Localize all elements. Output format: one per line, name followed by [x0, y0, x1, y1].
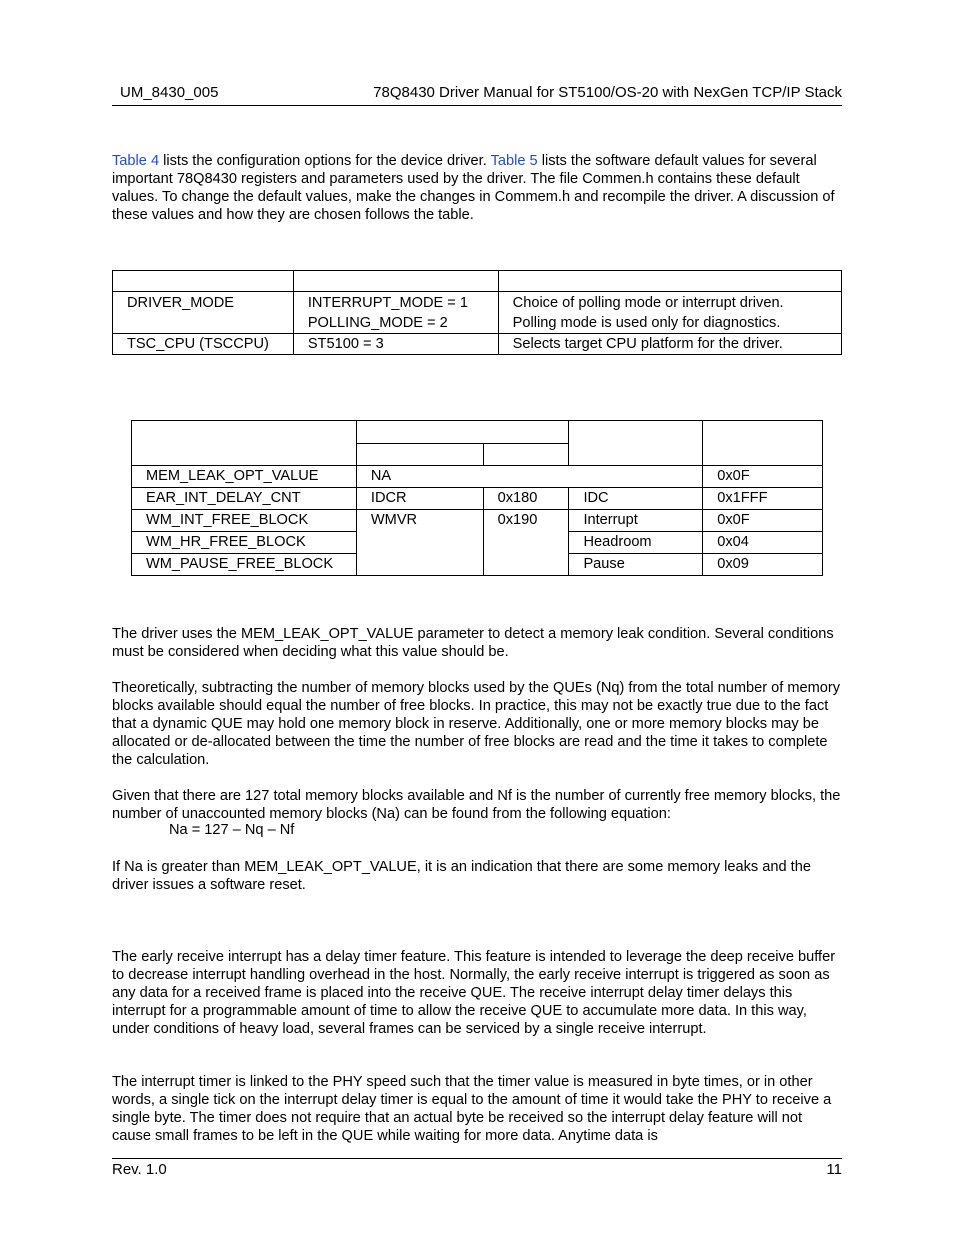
option-name: TSC_CPU (TSCCPU)	[113, 334, 294, 355]
field-name: Interrupt	[569, 510, 703, 532]
option-values	[293, 292, 498, 334]
paragraph-text: The early receive interrupt has a delay timer feature. This feature is intended to leverage the deep receive buffer to decrease interrupt handling overhead in the host. Normally, the early receive interrupt is triggered as soon as any data for a received frame is placed into the receive QUE. The receive interrupt delay timer delays this interrupt for a programmable amount of time to allow the receive QUE to accumulate more data. In this way, under conditions of heavy load, several frames can be serviced by a single receive interrupt.	[112, 949, 836, 1037]
table4-config-options	[112, 270, 842, 355]
param-name: WM_INT_FREE_BLOCK	[132, 510, 357, 532]
table-row	[132, 466, 823, 488]
default-value: 0x0F	[703, 466, 823, 488]
table-row	[113, 292, 842, 334]
paragraph-text: Given that there are 127 total memory blocks available and Nf is the number of currently free memory blocks, the number of unaccounted memory blocks (Na) can be found from the following equation:	[112, 788, 841, 822]
option-value: POLLING_MODE = 2	[307, 315, 448, 331]
header-rule	[112, 105, 842, 106]
option-description	[498, 334, 841, 355]
table-header-cell	[132, 421, 357, 466]
table4-link[interactable]: Table 4	[112, 153, 160, 169]
table-header-cell	[293, 271, 498, 292]
table-header-cell	[498, 271, 841, 292]
register-address: 0x180	[483, 488, 569, 510]
table-header-cell	[703, 421, 823, 466]
default-value: 0x0F	[703, 510, 823, 532]
param-name: WM_HR_FREE_BLOCK	[132, 532, 357, 554]
body-paragraph	[112, 787, 844, 823]
field-name: IDC	[569, 488, 703, 510]
footer-revision: Rev. 1.0	[112, 1161, 167, 1178]
body-paragraph	[112, 858, 844, 894]
table-header-cell	[113, 271, 294, 292]
intro-paragraph	[112, 152, 844, 224]
option-description	[498, 292, 841, 334]
option-values	[293, 334, 498, 355]
intro-text-1: lists the configuration options for the device driver.	[159, 153, 491, 169]
param-name: EAR_INT_DELAY_CNT	[132, 488, 357, 510]
field-name: Headroom	[569, 532, 703, 554]
table-header-row	[132, 421, 823, 444]
table-header-cell	[356, 421, 569, 444]
table5-default-values	[131, 420, 823, 576]
option-name: DRIVER_MODE	[113, 292, 294, 334]
page-number: 11	[826, 1161, 842, 1178]
table-header-cell	[483, 444, 569, 466]
description-line: Choice of polling mode or interrupt driven.	[512, 295, 784, 311]
option-value: INTERRUPT_MODE = 1	[307, 295, 468, 311]
header-title: 78Q8430 Driver Manual for ST5100/OS-20 with NexGen TCP/IP Stack	[373, 84, 842, 101]
table-header-row	[113, 271, 842, 292]
param-name: WM_PAUSE_FREE_BLOCK	[132, 554, 357, 576]
description-line: Selects target CPU platform for the driver.	[512, 336, 783, 352]
body-paragraph	[112, 679, 844, 769]
table-header-cell	[569, 421, 703, 466]
default-value: 0x09	[703, 554, 823, 576]
register-name: IDCR	[356, 488, 483, 510]
body-paragraph	[112, 1073, 844, 1145]
table-row	[132, 510, 823, 532]
body-paragraph	[112, 625, 844, 661]
table-row	[132, 488, 823, 510]
register-name: WMVR	[356, 510, 483, 576]
equation: Na = 127 – Nq – Nf	[169, 822, 295, 838]
param-name: MEM_LEAK_OPT_VALUE	[132, 466, 357, 488]
paragraph-text: If Na is greater than MEM_LEAK_OPT_VALUE, it is an indication that there are some memory leaks and the driver issues a software reset.	[112, 859, 811, 893]
header-doc-id: UM_8430_005	[120, 84, 219, 101]
register-name: NA	[356, 466, 702, 488]
footer-rule	[112, 1158, 842, 1159]
paragraph-text: The interrupt timer is linked to the PHY speed such that the timer value is measured in byte times, or in other words, a single tick on the interrupt delay timer is equal to the amount of time it would take the PHY to receive a single byte. The timer does not require that an actual byte be received so the interrupt delay feature will not cause small frames to be left in the QUE while waiting for more data. Anytime data is	[112, 1074, 832, 1144]
default-value: 0x04	[703, 532, 823, 554]
field-name: Pause	[569, 554, 703, 576]
paragraph-text: The driver uses the MEM_LEAK_OPT_VALUE parameter to detect a memory leak condition. Several conditions must be considered when deciding what this value should be.	[112, 626, 834, 660]
table-header-cell	[356, 444, 483, 466]
register-address: 0x190	[483, 510, 569, 576]
paragraph-text: Theoretically, subtracting the number of memory blocks used by the QUEs (Nq) from the total number of memory blocks available should equal the number of free blocks. In practice, this may not be exactly true due to the fact that a dynamic QUE may hold one memory block in reserve. Additionally, one or more memory blocks may be allocated or de-allocated between the time the number of free blocks are read and the time it takes to complete the calculation.	[112, 680, 841, 768]
table-row	[113, 334, 842, 355]
description-line: Polling mode is used only for diagnostics.	[512, 315, 781, 331]
default-value: 0x1FFF	[703, 488, 823, 510]
option-value: ST5100 = 3	[307, 336, 384, 352]
body-paragraph	[112, 948, 844, 1038]
table5-link[interactable]: Table 5	[490, 153, 538, 169]
intro-text-2: lists the software default values for several important 78Q8430 registers and parameters used by the driver. The file Commen.h contains these default values. To change the default values, make the changes in Commem.h and recompile the driver. A discussion of these values and how they are chosen follows the table.	[112, 153, 835, 223]
